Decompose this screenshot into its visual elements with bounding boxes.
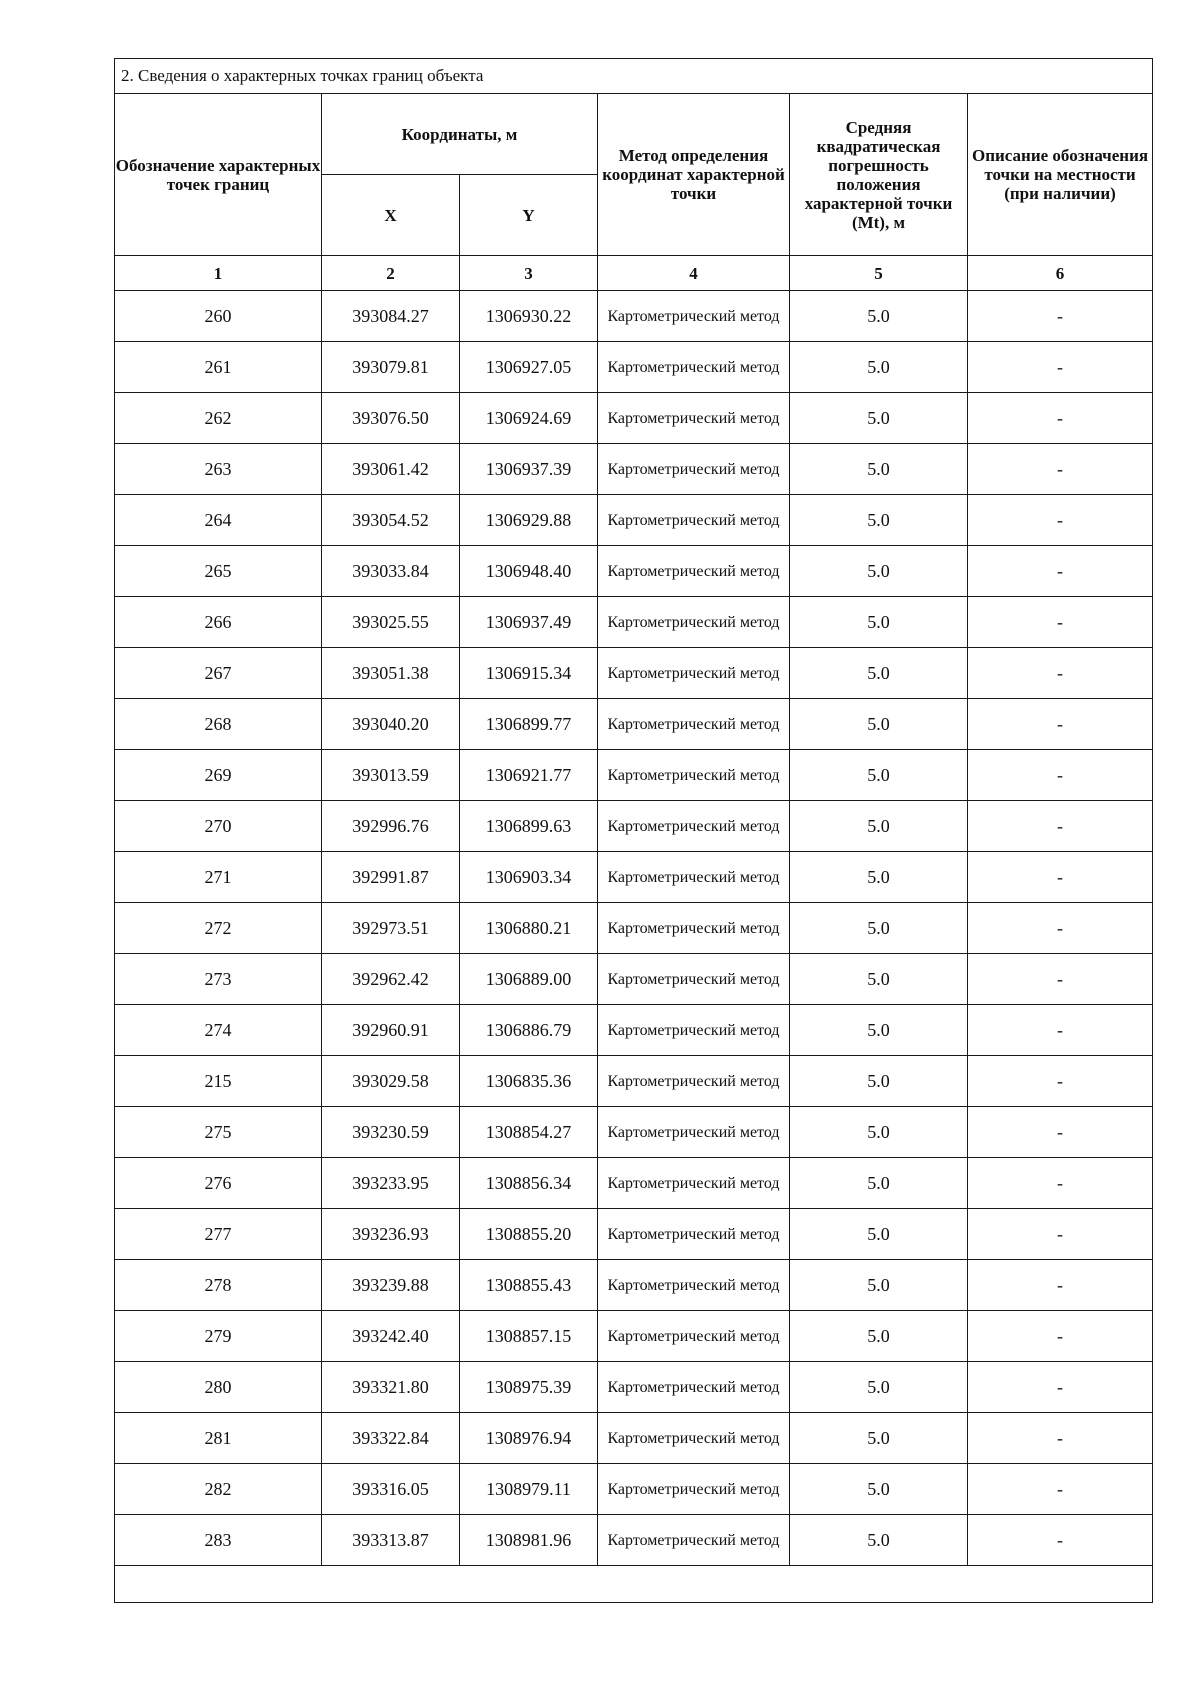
- mean-square-error-cell: 5.0: [790, 1311, 968, 1362]
- table-row: [115, 393, 1153, 444]
- mean-square-error-cell: 5.0: [790, 546, 968, 597]
- description-cell: -: [968, 1464, 1153, 1515]
- point-number: 278: [115, 1260, 322, 1311]
- header-y: Y: [460, 175, 598, 256]
- point-number: 265: [115, 546, 322, 597]
- method-cell: Картометрический метод: [598, 393, 790, 444]
- description-cell: -: [968, 801, 1153, 852]
- description-cell: -: [968, 1107, 1153, 1158]
- point-number: 279: [115, 1311, 322, 1362]
- point-number: 267: [115, 648, 322, 699]
- coordinate-y: 1308981.96: [460, 1515, 598, 1566]
- method-cell: Картометрический метод: [598, 342, 790, 393]
- table-row: [115, 1209, 1153, 1260]
- table-row: [115, 444, 1153, 495]
- mean-square-error-cell: 5.0: [790, 393, 968, 444]
- coordinate-y: 1306899.63: [460, 801, 598, 852]
- table-row: [115, 1464, 1153, 1515]
- coordinate-y: 1308976.94: [460, 1413, 598, 1464]
- mean-square-error-cell: 5.0: [790, 1056, 968, 1107]
- table-row: [115, 597, 1153, 648]
- table-row: [115, 852, 1153, 903]
- description-cell: -: [968, 1311, 1153, 1362]
- mean-square-error-cell: 5.0: [790, 495, 968, 546]
- table-row: [115, 1005, 1153, 1056]
- table-row: [115, 1362, 1153, 1413]
- coordinate-y: 1308975.39: [460, 1362, 598, 1413]
- coordinate-x: 392962.42: [322, 954, 460, 1005]
- description-cell: -: [968, 699, 1153, 750]
- point-number: 273: [115, 954, 322, 1005]
- point-number: 277: [115, 1209, 322, 1260]
- description-cell: -: [968, 444, 1153, 495]
- mean-square-error-cell: 5.0: [790, 444, 968, 495]
- mean-square-error-cell: 5.0: [790, 1362, 968, 1413]
- column-number: 6: [968, 256, 1153, 291]
- header-coordinates: Координаты, м: [322, 94, 598, 175]
- column-number: 1: [115, 256, 322, 291]
- coordinate-y: 1308979.11: [460, 1464, 598, 1515]
- coordinate-y: 1306835.36: [460, 1056, 598, 1107]
- point-number: 274: [115, 1005, 322, 1056]
- coordinate-x: 393242.40: [322, 1311, 460, 1362]
- coordinate-x: 393322.84: [322, 1413, 460, 1464]
- method-cell: Картометрический метод: [598, 954, 790, 1005]
- point-number: 263: [115, 444, 322, 495]
- table-row: [115, 648, 1153, 699]
- header-method: Метод определения координат характерной точки: [598, 94, 790, 256]
- coordinate-x: 392996.76: [322, 801, 460, 852]
- header-mean-square-error: Средняя квадратическая погрешность положения характерной точки (Mt), м: [790, 94, 968, 256]
- coordinate-y: 1308857.15: [460, 1311, 598, 1362]
- method-cell: Картометрический метод: [598, 699, 790, 750]
- coordinate-y: 1306929.88: [460, 495, 598, 546]
- column-number: 4: [598, 256, 790, 291]
- coordinate-y: 1306889.00: [460, 954, 598, 1005]
- column-number: 2: [322, 256, 460, 291]
- table-row: [115, 1056, 1153, 1107]
- mean-square-error-cell: 5.0: [790, 1515, 968, 1566]
- table-row: [115, 546, 1153, 597]
- description-cell: -: [968, 954, 1153, 1005]
- coordinate-y: 1306930.22: [460, 291, 598, 342]
- mean-square-error-cell: 5.0: [790, 954, 968, 1005]
- mean-square-error-cell: 5.0: [790, 1464, 968, 1515]
- mean-square-error-cell: 5.0: [790, 1005, 968, 1056]
- description-cell: -: [968, 291, 1153, 342]
- method-cell: Картометрический метод: [598, 903, 790, 954]
- coordinate-y: 1308856.34: [460, 1158, 598, 1209]
- coordinate-y: 1306937.49: [460, 597, 598, 648]
- description-cell: -: [968, 393, 1153, 444]
- boundary-points-table: [114, 58, 1153, 1603]
- coordinate-x: 393239.88: [322, 1260, 460, 1311]
- point-number: 215: [115, 1056, 322, 1107]
- coordinate-y: 1306915.34: [460, 648, 598, 699]
- method-cell: Картометрический метод: [598, 1107, 790, 1158]
- coordinate-y: 1306886.79: [460, 1005, 598, 1056]
- table-row: [115, 954, 1153, 1005]
- mean-square-error-cell: 5.0: [790, 291, 968, 342]
- coordinate-y: 1306937.39: [460, 444, 598, 495]
- description-cell: -: [968, 342, 1153, 393]
- header-description: Описание обозначения точки на местности (при наличии): [968, 94, 1153, 256]
- table-body: [115, 291, 1153, 1566]
- coordinate-x: 393025.55: [322, 597, 460, 648]
- point-number: 280: [115, 1362, 322, 1413]
- method-cell: Картометрический метод: [598, 1056, 790, 1107]
- description-cell: -: [968, 495, 1153, 546]
- point-number: 281: [115, 1413, 322, 1464]
- coordinate-x: 393084.27: [322, 291, 460, 342]
- coordinate-y: 1308855.43: [460, 1260, 598, 1311]
- mean-square-error-cell: 5.0: [790, 597, 968, 648]
- table-row: [115, 801, 1153, 852]
- description-cell: -: [968, 648, 1153, 699]
- method-cell: Картометрический метод: [598, 852, 790, 903]
- coordinate-y: 1306899.77: [460, 699, 598, 750]
- table-row: [115, 342, 1153, 393]
- description-cell: -: [968, 1209, 1153, 1260]
- mean-square-error-cell: 5.0: [790, 1107, 968, 1158]
- method-cell: Картометрический метод: [598, 1209, 790, 1260]
- table-row: [115, 1311, 1153, 1362]
- table-row: [115, 495, 1153, 546]
- column-number: 3: [460, 256, 598, 291]
- description-cell: -: [968, 1515, 1153, 1566]
- table-row: [115, 1107, 1153, 1158]
- method-cell: Картометрический метод: [598, 750, 790, 801]
- point-number: 260: [115, 291, 322, 342]
- table-footer-row: [115, 1566, 1153, 1603]
- coordinate-x: 393054.52: [322, 495, 460, 546]
- description-cell: -: [968, 597, 1153, 648]
- coordinate-x: 393061.42: [322, 444, 460, 495]
- mean-square-error-cell: 5.0: [790, 1158, 968, 1209]
- coordinate-y: 1308855.20: [460, 1209, 598, 1260]
- method-cell: Картометрический метод: [598, 1260, 790, 1311]
- point-number: 261: [115, 342, 322, 393]
- header-point-designation: Обозначение характерных точек границ: [115, 94, 322, 256]
- description-cell: -: [968, 1260, 1153, 1311]
- point-number: 268: [115, 699, 322, 750]
- coordinate-y: 1306927.05: [460, 342, 598, 393]
- description-cell: -: [968, 852, 1153, 903]
- table-row: [115, 750, 1153, 801]
- coordinate-x: 393051.38: [322, 648, 460, 699]
- mean-square-error-cell: 5.0: [790, 801, 968, 852]
- method-cell: Картометрический метод: [598, 1413, 790, 1464]
- coordinate-x: 393316.05: [322, 1464, 460, 1515]
- point-number: 282: [115, 1464, 322, 1515]
- coordinate-x: 393233.95: [322, 1158, 460, 1209]
- mean-square-error-cell: 5.0: [790, 648, 968, 699]
- coordinate-y: 1306903.34: [460, 852, 598, 903]
- table-row: [115, 699, 1153, 750]
- mean-square-error-cell: 5.0: [790, 903, 968, 954]
- coordinate-y: 1308854.27: [460, 1107, 598, 1158]
- coordinate-x: 393033.84: [322, 546, 460, 597]
- mean-square-error-cell: 5.0: [790, 342, 968, 393]
- point-number: 266: [115, 597, 322, 648]
- point-number: 270: [115, 801, 322, 852]
- method-cell: Картометрический метод: [598, 1464, 790, 1515]
- coordinate-y: 1306924.69: [460, 393, 598, 444]
- mean-square-error-cell: 5.0: [790, 750, 968, 801]
- method-cell: Картометрический метод: [598, 546, 790, 597]
- method-cell: Картометрический метод: [598, 444, 790, 495]
- coordinate-x: 393029.58: [322, 1056, 460, 1107]
- description-cell: -: [968, 1005, 1153, 1056]
- description-cell: -: [968, 750, 1153, 801]
- method-cell: Картометрический метод: [598, 1005, 790, 1056]
- mean-square-error-cell: 5.0: [790, 852, 968, 903]
- coordinate-x: 392991.87: [322, 852, 460, 903]
- coordinate-y: 1306921.77: [460, 750, 598, 801]
- document-sheet: [114, 58, 1152, 1603]
- method-cell: Картометрический метод: [598, 291, 790, 342]
- table-row: [115, 903, 1153, 954]
- coordinate-x: 393013.59: [322, 750, 460, 801]
- description-cell: -: [968, 903, 1153, 954]
- coordinate-x: 393313.87: [322, 1515, 460, 1566]
- header-x: X: [322, 175, 460, 256]
- table-row: [115, 1413, 1153, 1464]
- description-cell: -: [968, 546, 1153, 597]
- section-title: 2. Сведения о характерных точках границ объекта: [115, 59, 1153, 94]
- method-cell: Картометрический метод: [598, 1311, 790, 1362]
- coordinate-x: 393321.80: [322, 1362, 460, 1413]
- method-cell: Картометрический метод: [598, 495, 790, 546]
- mean-square-error-cell: 5.0: [790, 699, 968, 750]
- point-number: 269: [115, 750, 322, 801]
- coordinate-x: 393236.93: [322, 1209, 460, 1260]
- coordinate-y: 1306880.21: [460, 903, 598, 954]
- coordinate-y: 1306948.40: [460, 546, 598, 597]
- coordinate-x: 393076.50: [322, 393, 460, 444]
- description-cell: -: [968, 1362, 1153, 1413]
- coordinate-x: 393079.81: [322, 342, 460, 393]
- point-number: 276: [115, 1158, 322, 1209]
- point-number: 262: [115, 393, 322, 444]
- coordinate-x: 393040.20: [322, 699, 460, 750]
- coordinate-x: 392973.51: [322, 903, 460, 954]
- column-number: 5: [790, 256, 968, 291]
- coordinate-x: 392960.91: [322, 1005, 460, 1056]
- method-cell: Картометрический метод: [598, 1515, 790, 1566]
- table-row: [115, 1260, 1153, 1311]
- method-cell: Картометрический метод: [598, 1362, 790, 1413]
- table-row: [115, 1515, 1153, 1566]
- method-cell: Картометрический метод: [598, 648, 790, 699]
- point-number: 271: [115, 852, 322, 903]
- table-row: [115, 1158, 1153, 1209]
- mean-square-error-cell: 5.0: [790, 1260, 968, 1311]
- method-cell: Картометрический метод: [598, 801, 790, 852]
- point-number: 272: [115, 903, 322, 954]
- mean-square-error-cell: 5.0: [790, 1413, 968, 1464]
- point-number: 275: [115, 1107, 322, 1158]
- point-number: 264: [115, 495, 322, 546]
- description-cell: -: [968, 1158, 1153, 1209]
- point-number: 283: [115, 1515, 322, 1566]
- table-row: [115, 291, 1153, 342]
- description-cell: -: [968, 1413, 1153, 1464]
- description-cell: -: [968, 1056, 1153, 1107]
- method-cell: Картометрический метод: [598, 1158, 790, 1209]
- coordinate-x: 393230.59: [322, 1107, 460, 1158]
- mean-square-error-cell: 5.0: [790, 1209, 968, 1260]
- method-cell: Картометрический метод: [598, 597, 790, 648]
